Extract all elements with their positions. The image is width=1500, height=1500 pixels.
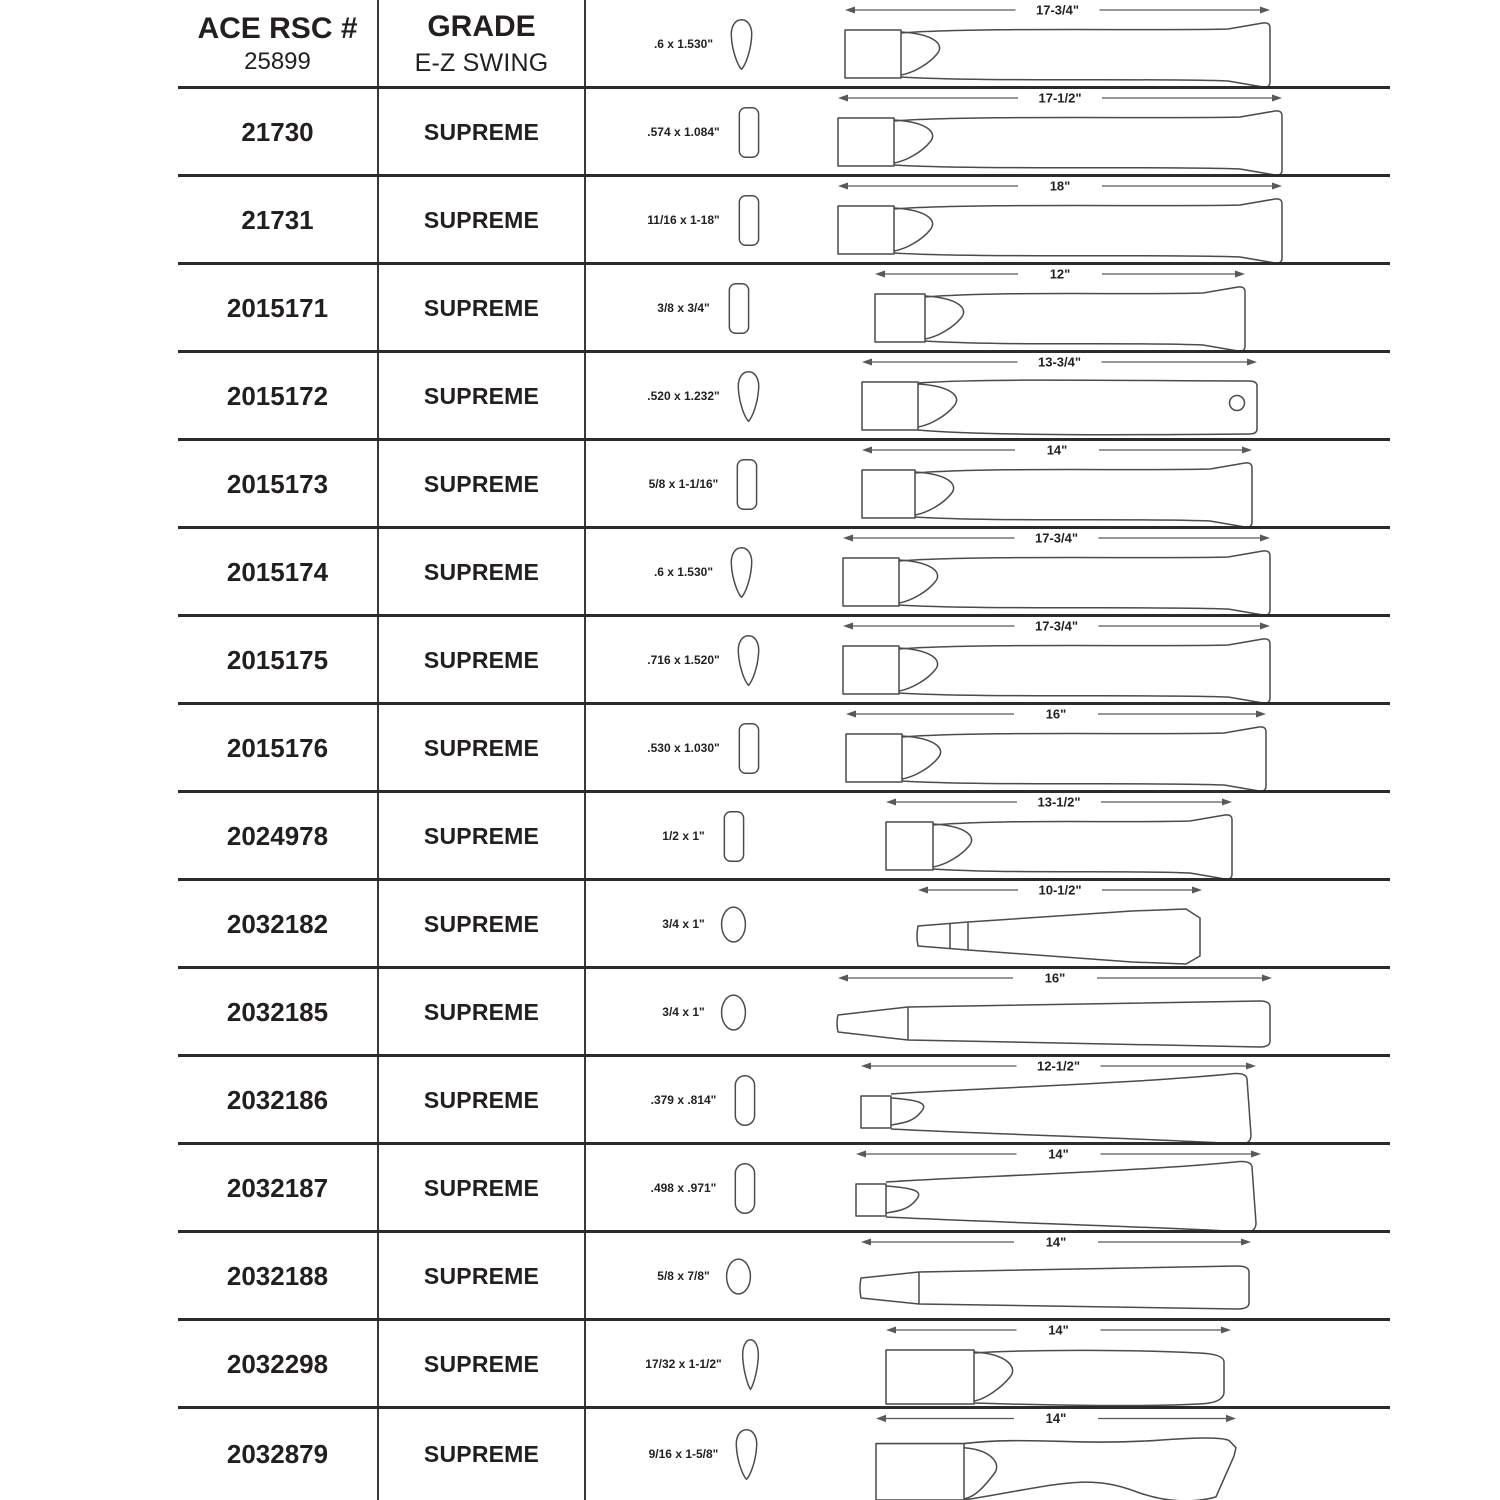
grade-label: SUPREME — [423, 910, 540, 937]
eye-cell — [586, 1232, 826, 1320]
eye-shape-icon — [717, 984, 750, 1041]
table-row — [0, 792, 1500, 880]
table-row — [0, 616, 1500, 704]
eye-size-label: .498 x .971" — [650, 1181, 717, 1195]
drawing-cell — [830, 528, 1340, 616]
grade-cell — [379, 616, 584, 704]
rsc-number: 2015176 — [226, 732, 329, 763]
eye-cell — [586, 792, 826, 880]
rsc-number: 2032182 — [226, 908, 329, 939]
handle-drawing — [830, 440, 1340, 528]
grade-cell — [379, 1144, 584, 1232]
handle-drawing — [830, 0, 1340, 88]
rsc-cell — [178, 0, 377, 88]
rsc-cell — [178, 1144, 377, 1232]
eye-size-label: .530 x 1.030" — [647, 741, 720, 755]
rsc-number: 21731 — [241, 204, 314, 235]
grade-cell — [379, 1408, 584, 1500]
eye-shape-icon — [732, 192, 765, 249]
eye-cell — [586, 352, 826, 440]
handle-drawing — [830, 880, 1340, 968]
grade-label: SUPREME — [423, 1174, 540, 1201]
table-row — [0, 264, 1500, 352]
rsc-cell — [178, 528, 377, 616]
table-row — [0, 176, 1500, 264]
drawing-cell — [830, 1320, 1340, 1408]
drawing-cell — [830, 0, 1340, 88]
handle-drawing — [830, 528, 1340, 616]
rsc-cell — [178, 616, 377, 704]
eye-size-label: 3/4 x 1" — [662, 1005, 705, 1019]
eye-size-label: 1/2 x 1" — [662, 829, 705, 843]
eye-shape-icon — [717, 808, 750, 865]
grade-label: SUPREME — [423, 1086, 540, 1113]
handle-drawing — [830, 616, 1340, 704]
handle-drawing — [830, 88, 1340, 176]
rsc-cell — [178, 968, 377, 1056]
eye-shape-icon — [732, 720, 765, 777]
drawing-cell — [830, 616, 1340, 704]
grade-cell — [379, 528, 584, 616]
svg-text:18": 18" — [1049, 178, 1071, 194]
eye-cell — [586, 1408, 826, 1500]
table-row — [0, 1320, 1500, 1408]
rsc-cell — [178, 704, 377, 792]
eye-size-label: 11/16 x 1-18" — [647, 213, 720, 227]
drawing-cell — [830, 1144, 1340, 1232]
drawing-cell — [830, 880, 1340, 968]
rsc-cell — [178, 1232, 377, 1320]
grade-label: SUPREME — [423, 294, 540, 321]
svg-text:16": 16" — [1045, 706, 1067, 722]
rsc-number: 2015174 — [226, 556, 329, 587]
grade-cell — [379, 1232, 584, 1320]
grade-cell — [379, 968, 584, 1056]
rsc-cell — [178, 880, 377, 968]
eye-shape-icon — [732, 632, 765, 689]
eye-shape-icon — [728, 1072, 761, 1129]
rsc-cell — [178, 1320, 377, 1408]
svg-text:16": 16" — [1044, 970, 1066, 986]
grade-label: SUPREME — [423, 646, 540, 673]
eye-cell — [586, 440, 826, 528]
rsc-cell — [178, 792, 377, 880]
svg-text:10-1/2": 10-1/2" — [1038, 882, 1082, 898]
eye-size-label: 3/8 x 3/4" — [657, 301, 710, 315]
eye-size-label: .6 x 1.530" — [653, 37, 714, 51]
eye-shape-icon — [730, 456, 763, 513]
eye-size-label: .6 x 1.530" — [653, 565, 714, 579]
table-row — [0, 1144, 1500, 1232]
table-row — [0, 1056, 1500, 1144]
rsc-number: 2032186 — [226, 1084, 329, 1115]
grade-cell — [379, 704, 584, 792]
drawing-cell — [830, 88, 1340, 176]
handle-drawing — [830, 1408, 1340, 1500]
grade-cell — [379, 0, 584, 88]
eye-shape-icon — [725, 16, 758, 73]
grade-label: SUPREME — [423, 382, 540, 409]
rsc-cell — [178, 88, 377, 176]
eye-size-label: .520 x 1.232" — [647, 389, 720, 403]
grade-cell — [379, 264, 584, 352]
grade-label: SUPREME — [423, 206, 540, 233]
svg-text:14": 14" — [1045, 1234, 1067, 1250]
rsc-number: 2032879 — [226, 1438, 329, 1469]
eye-cell — [586, 616, 826, 704]
rsc-number: 25899 — [244, 48, 311, 76]
eye-shape-icon — [732, 104, 765, 161]
rsc-number: 2032185 — [226, 996, 329, 1027]
eye-size-label: 3/4 x 1" — [662, 917, 705, 931]
svg-text:17-3/4": 17-3/4" — [1035, 2, 1080, 18]
svg-text:12-1/2": 12-1/2" — [1036, 1058, 1081, 1074]
rsc-number: 21730 — [241, 116, 314, 147]
table-row — [0, 1408, 1500, 1500]
rsc-number: 2032298 — [226, 1348, 329, 1379]
rsc-number: 2032187 — [226, 1172, 329, 1203]
eye-cell — [586, 704, 826, 792]
grade-label: SUPREME — [423, 118, 540, 145]
rsc-number: 2015172 — [226, 380, 329, 411]
grade-cell — [379, 792, 584, 880]
handle-drawing — [830, 968, 1340, 1056]
grade-cell — [379, 352, 584, 440]
grade-label: E-Z SWING — [414, 48, 549, 77]
eye-cell — [586, 528, 826, 616]
svg-text:17-1/2": 17-1/2" — [1038, 90, 1082, 106]
eye-cell — [586, 88, 826, 176]
eye-cell — [586, 968, 826, 1056]
handle-drawing — [830, 264, 1340, 352]
grade-label: SUPREME — [423, 998, 540, 1025]
eye-cell — [586, 880, 826, 968]
svg-text:17-3/4": 17-3/4" — [1034, 618, 1079, 634]
table-row — [0, 440, 1500, 528]
handle-drawing — [830, 1320, 1340, 1408]
table-row — [0, 0, 1500, 88]
rsc-number: 2015173 — [226, 468, 329, 499]
grade-label: SUPREME — [423, 822, 540, 849]
eye-size-label: 17/32 x 1-1/2" — [645, 1357, 722, 1371]
drawing-cell — [830, 440, 1340, 528]
rsc-number: 2032188 — [226, 1260, 329, 1291]
grade-cell — [379, 88, 584, 176]
eye-cell — [586, 264, 826, 352]
svg-text:12": 12" — [1049, 266, 1071, 282]
table-row — [0, 1232, 1500, 1320]
eye-cell — [586, 1056, 826, 1144]
rsc-cell — [178, 1408, 377, 1500]
eye-size-label: 9/16 x 1-5/8" — [648, 1447, 719, 1461]
eye-size-label: 5/8 x 1-1/16" — [648, 477, 719, 491]
grade-cell — [379, 176, 584, 264]
eye-cell — [586, 1320, 826, 1408]
svg-text:13-3/4": 13-3/4" — [1037, 354, 1082, 370]
handle-drawing — [830, 704, 1340, 792]
drawing-cell — [830, 1232, 1340, 1320]
grade-cell — [379, 880, 584, 968]
drawing-cell — [830, 264, 1340, 352]
drawing-cell — [830, 704, 1340, 792]
handle-drawing — [830, 352, 1340, 440]
handle-drawing — [830, 1232, 1340, 1320]
drawing-cell — [830, 1056, 1340, 1144]
rsc-cell — [178, 1056, 377, 1144]
eye-size-label: .379 x .814" — [650, 1093, 717, 1107]
drawing-cell — [830, 176, 1340, 264]
svg-text:17-3/4": 17-3/4" — [1034, 530, 1079, 546]
svg-text:14": 14" — [1048, 1322, 1069, 1338]
eye-cell — [586, 176, 826, 264]
table-row — [0, 528, 1500, 616]
grade-label: SUPREME — [423, 470, 540, 497]
eye-shape-icon — [730, 1426, 763, 1483]
handle-drawing — [830, 1144, 1340, 1232]
handle-drawing — [830, 176, 1340, 264]
eye-shape-icon — [717, 896, 750, 953]
eye-shape-icon — [722, 280, 755, 337]
eye-size-label: .716 x 1.520" — [647, 653, 720, 667]
eye-shape-icon — [725, 544, 758, 601]
grade-label: SUPREME — [423, 1262, 540, 1289]
rsc-cell — [178, 176, 377, 264]
eye-shape-icon — [722, 1248, 755, 1305]
svg-text:13-1/2": 13-1/2" — [1037, 794, 1081, 810]
svg-text:14": 14" — [1046, 442, 1068, 458]
eye-cell — [586, 0, 826, 88]
rsc-cell — [178, 352, 377, 440]
svg-text:14": 14" — [1048, 1146, 1069, 1162]
grade-cell — [379, 1056, 584, 1144]
table-row — [0, 352, 1500, 440]
grade-cell — [379, 440, 584, 528]
column-header-grade: GRADE — [427, 10, 536, 44]
drawing-cell — [830, 352, 1340, 440]
rsc-number: 2024978 — [226, 820, 329, 851]
drawing-cell — [830, 792, 1340, 880]
handle-drawing — [830, 792, 1340, 880]
drawing-cell — [830, 968, 1340, 1056]
drawing-cell — [830, 1408, 1340, 1500]
grade-label: SUPREME — [423, 1440, 540, 1467]
column-header-rsc: ACE RSC # — [197, 11, 358, 45]
grade-label: SUPREME — [423, 734, 540, 761]
rsc-cell — [178, 440, 377, 528]
handle-drawing — [830, 1056, 1340, 1144]
rsc-number: 2015171 — [226, 292, 329, 323]
rsc-cell — [178, 264, 377, 352]
rsc-number: 2015175 — [226, 644, 329, 675]
eye-shape-icon — [734, 1336, 767, 1393]
table-row — [0, 704, 1500, 792]
eye-size-label: .574 x 1.084" — [647, 125, 720, 139]
table-row — [0, 880, 1500, 968]
table-row — [0, 88, 1500, 176]
eye-shape-icon — [732, 368, 765, 425]
grade-label: SUPREME — [423, 1350, 540, 1377]
eye-shape-icon — [728, 1160, 761, 1217]
table-row — [0, 968, 1500, 1056]
eye-cell — [586, 1144, 826, 1232]
eye-size-label: 5/8 x 7/8" — [657, 1269, 710, 1283]
grade-cell — [379, 1320, 584, 1408]
svg-text:14": 14" — [1045, 1410, 1067, 1427]
grade-label: SUPREME — [423, 558, 540, 585]
